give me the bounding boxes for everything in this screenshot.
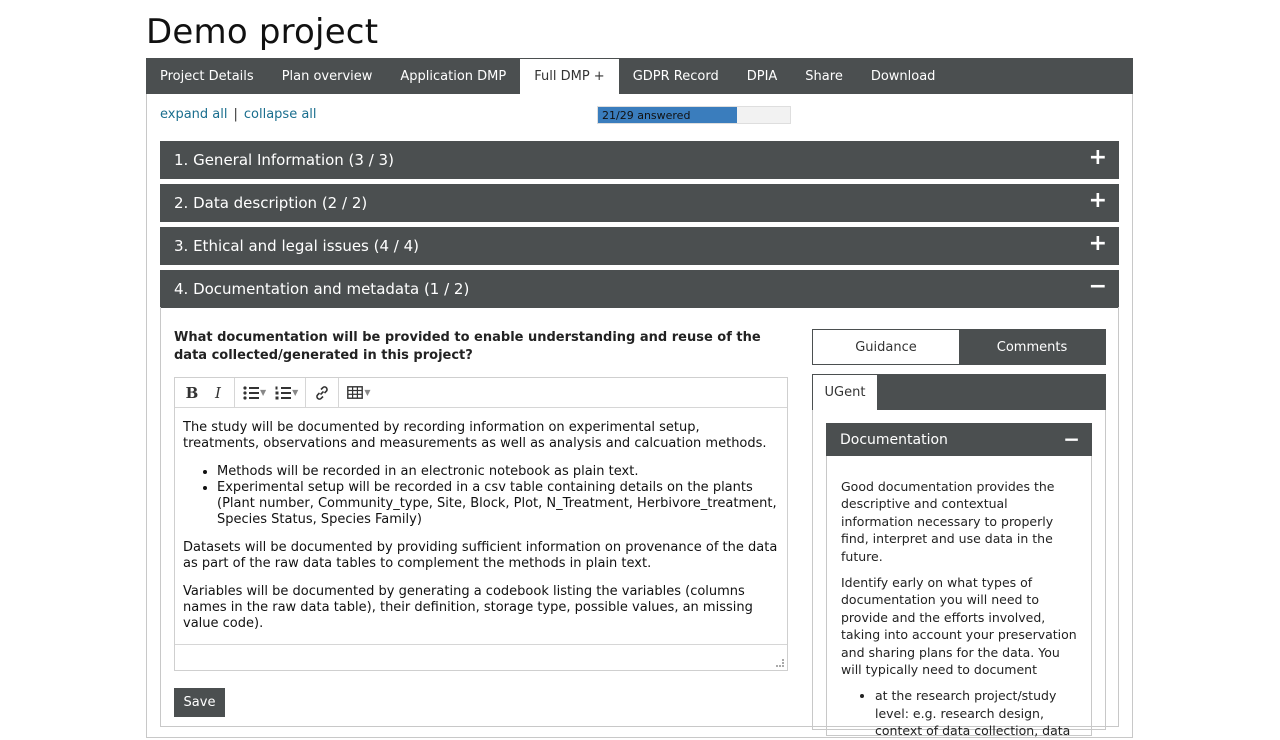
guidance-list: [875, 687, 1081, 739]
answer-paragraph: Datasets will be documented by providing sufficient information on provenance of the data as part of the raw data tables to complement the methods in plain text.: [183, 540, 778, 571]
section-data-description[interactable]: [160, 184, 1119, 222]
guidance-paragraph: Identify early on what types of documentation you will need to provide and the efforts involved, taking into account your preservation and sharing plans for the data. You will typically need to document: [841, 575, 1077, 678]
editor-toolbar: [175, 378, 787, 408]
tab-download[interactable]: Download: [870, 68, 936, 84]
guidance-heading[interactable]: [826, 423, 1092, 456]
section-title: 3. Ethical and legal issues (4 / 4): [174, 237, 420, 255]
chevron-down-icon[interactable]: ▼: [292, 388, 299, 397]
tab-application-dmp[interactable]: Application DMP: [400, 68, 507, 84]
toolbar-divider: [305, 378, 306, 408]
chevron-down-icon[interactable]: ▼: [260, 388, 267, 397]
section-title: 2. Data description (2 / 2): [174, 194, 368, 212]
bold-icon[interactable]: B: [185, 383, 199, 402]
toolbar-divider: [234, 378, 235, 408]
editor-content[interactable]: [175, 408, 787, 644]
answer-bullet-list: [217, 464, 779, 528]
answer-paragraph: The study will be documented by recording information on experimental setup, treatments, observations and measurements as well as analysis and calcuation methods.: [183, 420, 767, 451]
expand-icon[interactable]: +: [1088, 231, 1107, 256]
link-icon[interactable]: [309, 380, 335, 406]
guidance-bullet: • at the research project/study level: e.g. research design, context of data collection, data: [875, 687, 1081, 739]
tab-ugent[interactable]: UGent: [813, 375, 877, 410]
expand-all-link[interactable]: expand all: [160, 107, 228, 122]
collapse-icon[interactable]: −: [1063, 427, 1080, 451]
guidance-org-bar: [812, 374, 1106, 410]
answered-progress-bar: [597, 106, 791, 124]
section-general-information[interactable]: [160, 141, 1119, 179]
plan-tabs: [146, 58, 1133, 94]
side-panel-tabs: [812, 329, 1106, 365]
collapse-icon[interactable]: −: [1088, 274, 1107, 299]
editor-statusbar: [175, 644, 787, 670]
guidance-paragraph: Good documentation provides the descriptive and contextual information necessary to properly find, interpret and use data in the future.: [841, 479, 1055, 564]
guidance-title: Documentation: [840, 431, 948, 448]
chevron-down-icon[interactable]: ▼: [364, 388, 371, 397]
resize-handle[interactable]: [776, 659, 784, 667]
tab-project-details[interactable]: Project Details: [160, 68, 254, 84]
section-title: 4. Documentation and metadata (1 / 2): [174, 280, 470, 298]
answer-bullet: • Methods will be recorded in an electronic notebook as plain text.: [217, 464, 779, 480]
progress-text: 21/29 answered: [602, 109, 691, 122]
page-title: Demo project: [146, 12, 379, 52]
tab-gdpr-record[interactable]: GDPR Record: [632, 68, 719, 84]
link-separator: |: [233, 107, 238, 122]
tab-full-dmp[interactable]: Full DMP +: [520, 59, 618, 94]
section-title: 1. General Information (3 / 3): [174, 151, 394, 169]
section-documentation-metadata[interactable]: [160, 270, 1119, 308]
tab-comments[interactable]: Comments: [959, 330, 1105, 364]
answer-bullet: • Experimental setup will be recorded in a csv table containing details on the plants (Plant number, Community_type, Site, Block, Plot, N_Treatment, Herbivore_treatment, Species Status, Species Family): [217, 480, 779, 528]
section-ethical-legal[interactable]: [160, 227, 1119, 265]
toolbar-divider: [338, 378, 339, 408]
guidance-text: [826, 456, 1092, 739]
expand-icon[interactable]: +: [1088, 188, 1107, 213]
answer-paragraph: Variables will be documented by generating a codebook listing the variables (columns names in the raw data table), their definition, storage type, possible values, an missing value code).: [183, 584, 753, 631]
tab-plan-overview[interactable]: Plan overview: [281, 68, 373, 84]
collapse-all-link[interactable]: collapse all: [243, 107, 317, 122]
answer-editor[interactable]: [174, 377, 788, 671]
italic-icon[interactable]: I: [215, 383, 221, 402]
tab-share[interactable]: Share: [805, 68, 843, 84]
question-text: What documentation will be provided to enable understanding and reuse of the data collected/generated in this project?: [174, 330, 761, 363]
expand-icon[interactable]: +: [1088, 145, 1107, 170]
expand-collapse-links: [160, 107, 317, 122]
save-button[interactable]: Save: [174, 688, 225, 717]
tab-guidance[interactable]: Guidance: [813, 330, 959, 364]
tab-dpia[interactable]: DPIA: [746, 68, 778, 84]
